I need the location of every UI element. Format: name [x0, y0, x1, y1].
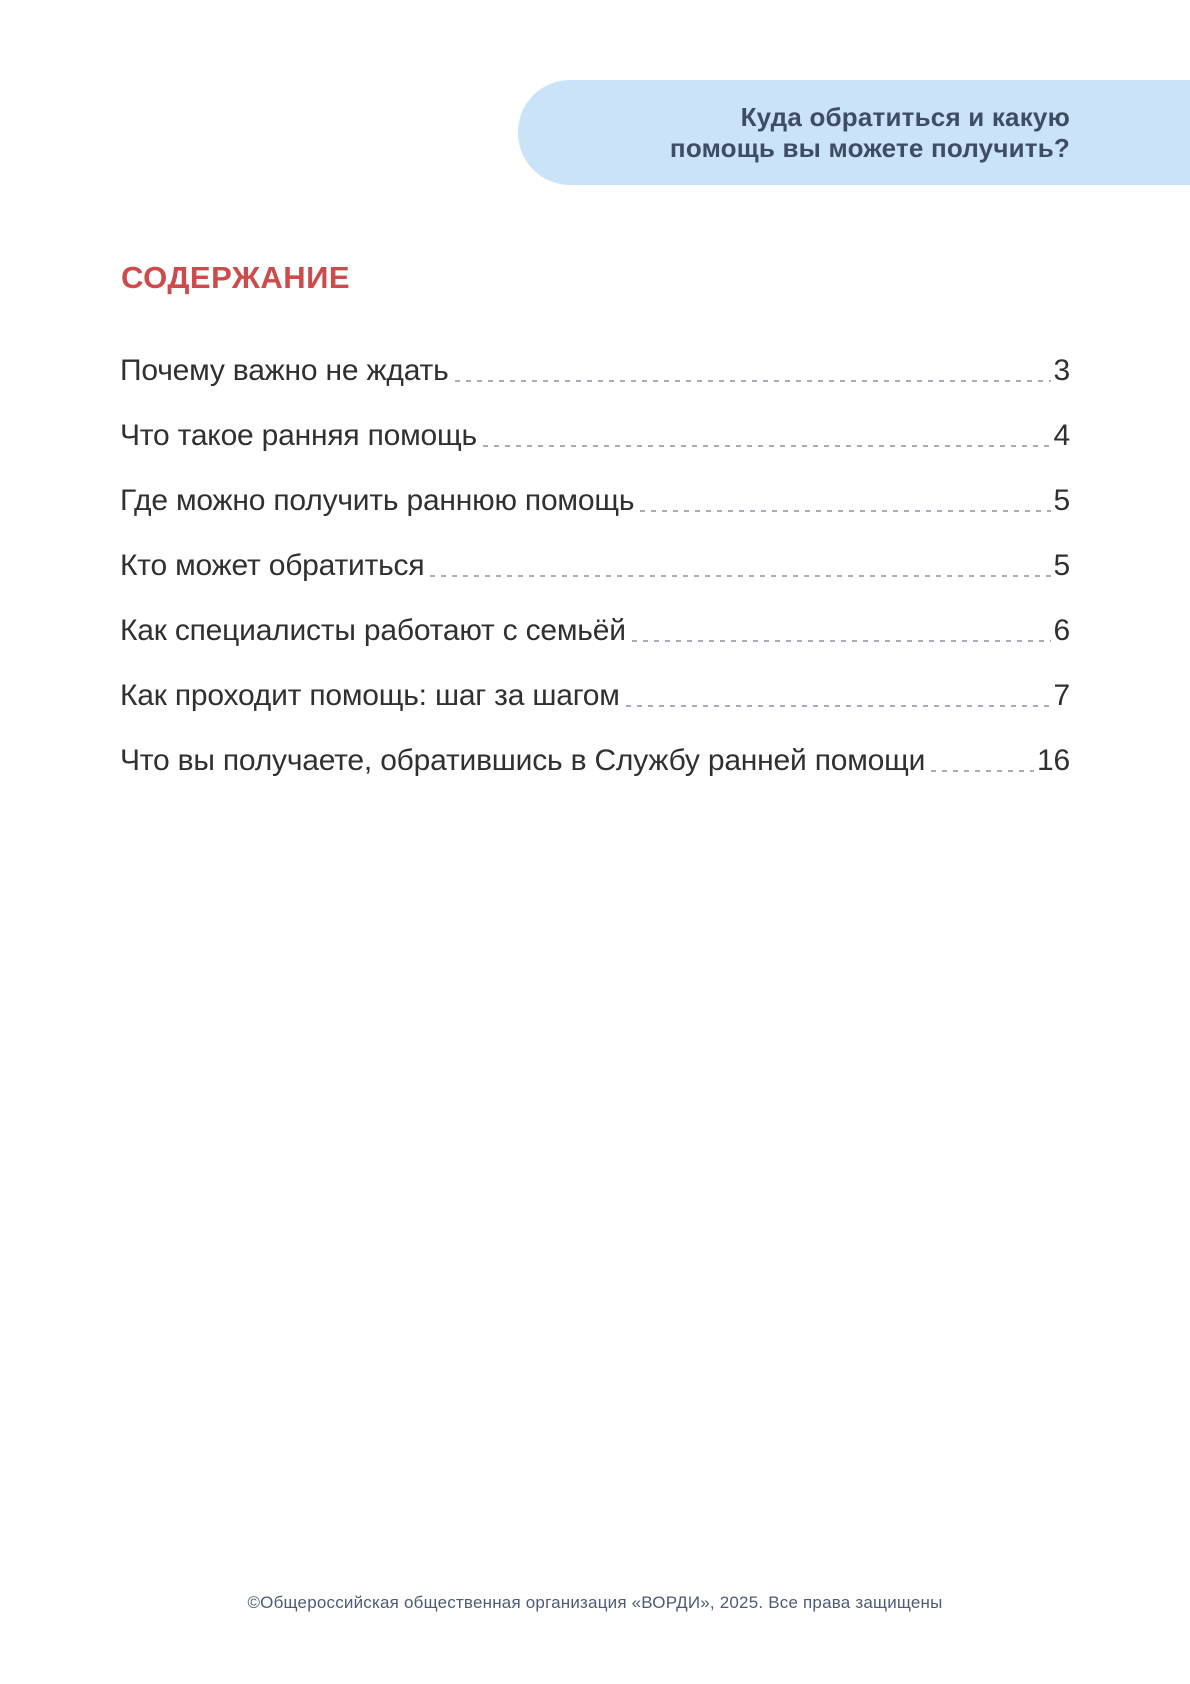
toc-entry-label: Что такое ранняя помощь [120, 419, 477, 453]
toc-entry-label: Как специалисты работают с семьёй [120, 614, 626, 648]
toc-entry[interactable] [120, 520, 1070, 585]
toc-entry-label: Кто может обратиться [120, 549, 425, 583]
copyright-footer: ©Общероссийская общественная организация «ВОРДИ», 2025. Все права защищены [247, 1593, 943, 1612]
toc-entry-page-number: 5 [1053, 484, 1070, 518]
dotted-leader [455, 380, 1051, 382]
toc-entry-label: Где можно получить раннюю помощь [120, 484, 635, 518]
header-banner-text [670, 80, 1070, 185]
toc-entry[interactable] [120, 650, 1070, 715]
toc-entry[interactable] [120, 715, 1070, 780]
header-banner-line1: Куда обратиться и какую [740, 101, 1070, 132]
header-banner-line2: помощь вы можете получить? [669, 132, 1070, 163]
toc-entry-label: Что вы получаете, обратившись в Службу ранней помощи [120, 744, 926, 778]
dotted-leader [626, 705, 1051, 707]
toc-entry-page-number: 7 [1053, 679, 1070, 713]
dotted-leader [931, 770, 1034, 772]
toc-entry-page-number: 5 [1053, 549, 1070, 583]
toc-entry-page-number: 16 [1037, 744, 1070, 778]
header-banner [518, 80, 1190, 185]
toc-entry[interactable] [120, 390, 1070, 455]
toc-entry-label: Почему важно не ждать [120, 354, 449, 388]
toc-entry[interactable] [120, 325, 1070, 390]
dotted-leader [632, 640, 1051, 642]
dotted-leader [483, 445, 1051, 447]
toc-entry-page-number: 6 [1053, 614, 1070, 648]
toc-entry[interactable] [120, 455, 1070, 520]
page-title: СОДЕРЖАНИЕ [121, 260, 351, 295]
toc-entry-page-number: 4 [1053, 419, 1070, 453]
dotted-leader [430, 575, 1050, 577]
toc-entry-label: Как проходит помощь: шаг за шагом [120, 679, 620, 713]
table-of-contents [120, 325, 1070, 780]
toc-entry-page-number: 3 [1053, 354, 1070, 388]
dotted-leader [640, 510, 1050, 512]
toc-entry[interactable] [120, 585, 1070, 650]
